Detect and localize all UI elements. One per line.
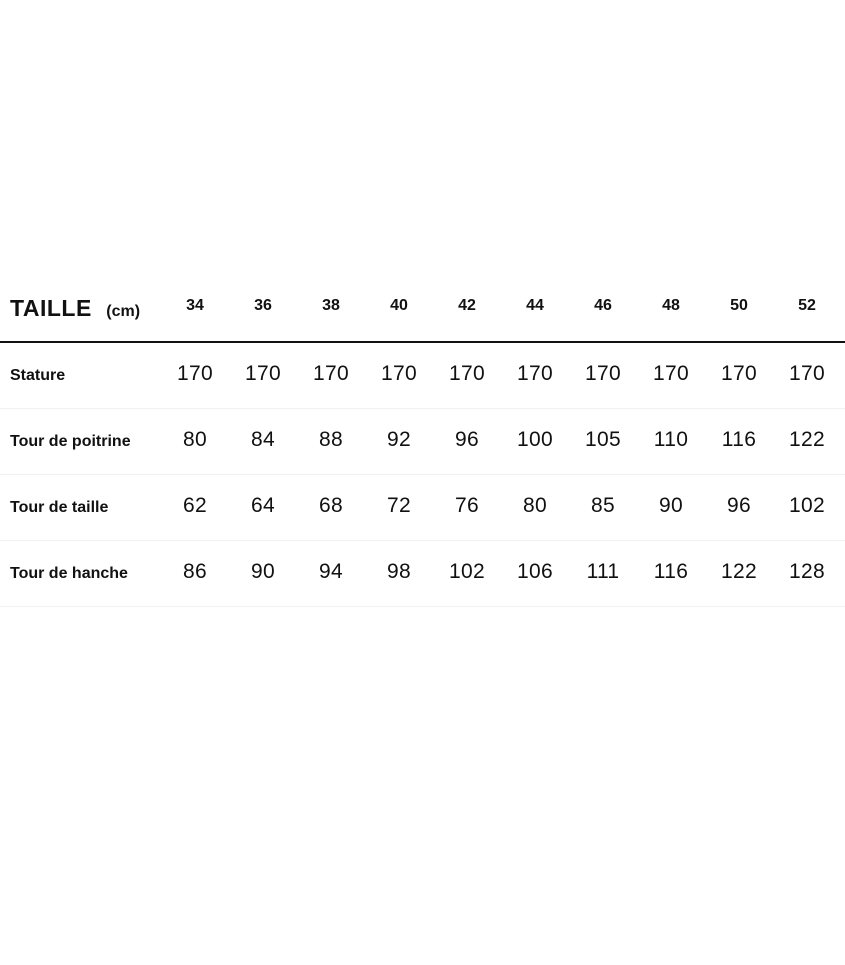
size-chart-header-row [0,285,845,343]
table-cell: 170 [517,362,553,385]
table-row-tour-de-hanche [0,541,845,607]
table-cell: 86 [183,560,207,583]
table-cell: 102 [449,560,485,583]
table-cell: 80 [523,494,547,517]
table-cell: 100 [517,428,553,451]
table-cell: 116 [653,560,689,583]
table-cell: 76 [455,494,479,517]
size-header-48: 48 [662,297,680,314]
table-cell: 106 [517,560,553,583]
table-cell: 128 [789,560,825,583]
row-label-tour-de-taille: Tour de taille [10,499,109,516]
size-header-34: 34 [186,297,204,314]
table-cell: 94 [319,560,343,583]
table-cell: 84 [251,428,275,451]
table-cell: 64 [251,494,275,517]
size-header-52: 52 [798,297,816,314]
table-title-text: TAILLE [10,295,92,321]
table-row-tour-de-taille [0,475,845,541]
table-unit-label: (cm) [106,303,141,320]
table-cell: 170 [449,362,485,385]
table-cell: 170 [177,362,213,385]
table-cell: 170 [789,362,825,385]
size-header-38: 38 [322,297,340,314]
table-cell: 105 [585,428,621,451]
table-cell: 122 [789,428,825,451]
size-header-46: 46 [594,297,612,314]
table-cell: 116 [721,428,757,451]
table-cell: 111 [586,560,620,583]
table-cell: 170 [653,362,689,385]
table-row-stature [0,343,845,409]
size-header-40: 40 [390,297,408,314]
size-header-42: 42 [458,297,476,314]
table-cell: 98 [387,560,411,583]
table-cell: 102 [789,494,825,517]
row-label-stature: Stature [10,367,66,384]
row-values-tour-de-taille [161,494,845,518]
table-cell: 170 [381,362,417,385]
table-cell: 96 [455,428,479,451]
table-row-tour-de-poitrine [0,409,845,475]
row-label-tour-de-poitrine: Tour de poitrine [10,433,131,450]
table-cell: 72 [387,494,411,517]
table-cell: 96 [727,494,751,517]
size-header-44: 44 [526,297,544,314]
table-cell: 68 [319,494,343,517]
table-title [10,295,140,322]
table-cell: 62 [183,494,207,517]
table-cell: 85 [591,494,615,517]
row-values-stature [161,362,845,386]
row-label-tour-de-hanche: Tour de hanche [10,565,128,582]
size-chart-table [0,285,845,607]
table-cell: 122 [721,560,757,583]
table-cell: 80 [183,428,207,451]
table-cell: 110 [653,428,689,451]
table-cell: 92 [387,428,411,451]
size-header-50: 50 [730,297,748,314]
table-cell: 170 [245,362,281,385]
table-cell: 170 [721,362,757,385]
table-cell: 90 [659,494,683,517]
row-values-tour-de-hanche [161,560,845,584]
table-cell: 90 [251,560,275,583]
table-cell: 170 [585,362,621,385]
table-cell: 170 [313,362,349,385]
size-header-cells [161,297,845,315]
size-header-36: 36 [254,297,272,314]
row-values-tour-de-poitrine [161,428,845,452]
table-cell: 88 [319,428,343,451]
